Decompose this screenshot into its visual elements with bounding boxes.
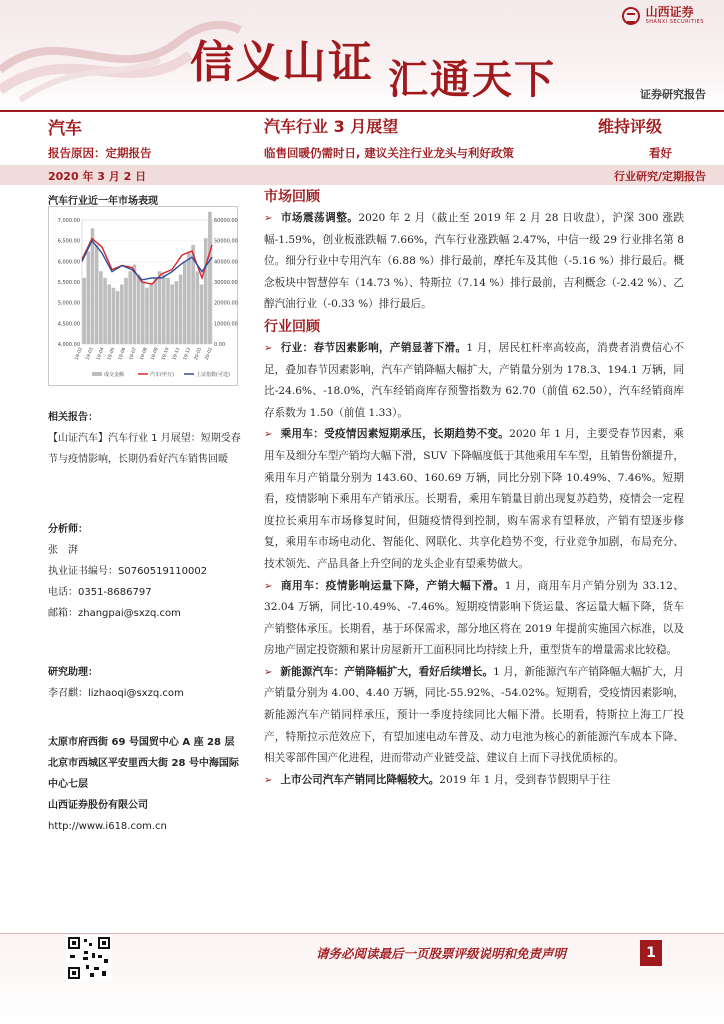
legend-label: 汽车(申万) [150, 372, 174, 378]
analyst-name: 张 湃 [48, 545, 78, 556]
page-number: 1 [640, 940, 662, 966]
paragraph-industry [264, 338, 684, 424]
market-chart [48, 206, 238, 386]
bullet-arrow-icon: ➢ [264, 666, 273, 678]
paragraph-market [264, 208, 684, 316]
assistant-contact[interactable]: 李召麒：lizhaoqi@sxzq.com [48, 688, 184, 699]
report-subtitle: 临售回暖仍需时日, 建议关注行业龙头与利好政策 [264, 146, 514, 160]
report-category: 行业研究/定期报告 [613, 170, 706, 183]
x-tick-label: 20-02 [204, 346, 214, 361]
subtitle-row [0, 145, 724, 165]
x-tick-label: 19-06 [118, 346, 128, 361]
y-right-tick-label: 10000.00 [214, 321, 238, 328]
volume-bar [86, 251, 90, 344]
x-tick-label: 19-02 [74, 346, 84, 361]
x-tick-label: 19-05 [107, 346, 117, 361]
analyst-cert: 执业证书编号：S0760519110002 [48, 566, 208, 577]
para-lead: 乘用车：受疫情因素短期承压，长期趋势不变。 [280, 428, 510, 441]
x-tick-label: 20-01 [193, 346, 204, 361]
slogan-part1: 信义山证 [190, 37, 374, 88]
brand-name: 山西证券 [645, 5, 694, 19]
x-tick-label: 19-04 [96, 346, 106, 361]
volume-bar [158, 271, 162, 344]
volume-bar [204, 238, 208, 344]
report-date: 2020 年 3 月 2 日 [48, 170, 147, 183]
volume-bar [196, 271, 200, 344]
paragraph-nev [264, 662, 684, 770]
analyst-head: 分析师： [48, 524, 88, 535]
volume-bar [133, 265, 137, 344]
volume-bar [187, 251, 191, 344]
volume-bar [112, 288, 116, 344]
volume-bar [103, 278, 107, 344]
para-lead: 行业：春节因素影响，产销显著下滑。 [280, 341, 467, 354]
para-lead: 市场震荡调整。 [280, 212, 359, 224]
y-left-tick-label: 5,000.00 [57, 300, 80, 307]
para-lead: 上市公司汽车产销同比降幅较大。 [280, 773, 440, 786]
title-row [0, 112, 724, 140]
address-taiyuan: 太原市府西街 69 号国贸中心 A 座 28 层 [48, 737, 235, 748]
market-chart-svg [48, 206, 238, 386]
volume-bar [166, 278, 170, 344]
para-text: 2020 年 2 月（截止至 2019 年 2 月 28 日收盘），沪深 300 涨跌幅-1.59%，创业板涨跌幅 7.66%，汽车行业涨跌幅 2.47%，中信一级 29 行业排名第 8 位。细分行业中专用汽车（6.88 %）排行最前，摩托车及其他（-5.16 %）排行最后。概念板块中智慧停车（14.73 %）、特斯拉（7.14 %）排行最前，吉利概念（-2.42 %）、乙醇汽油行业（-0.33 %）排行最后。 [264, 212, 685, 311]
report-title: 汽车行业 3 月展望 [264, 117, 399, 136]
x-tick-label: 19-08 [139, 346, 149, 361]
analyst-phone: 电话：0351-8686797 [48, 587, 152, 598]
paragraph-listed [264, 770, 684, 792]
slogan-part2: 汇通天下 [388, 56, 556, 103]
disclaimer-text: 请务必阅读最后一页股票评级说明和免责声明 [316, 946, 567, 961]
paragraph-commercial [264, 576, 684, 662]
assistant-block [48, 662, 248, 704]
para-lead: 新能源汽车：产销降幅扩大，看好后续增长。 [280, 665, 494, 678]
volume-bar [107, 284, 111, 344]
y-right-tick-label: 0.00 [214, 342, 226, 348]
volume-bar [149, 284, 153, 344]
y-right-tick-label: 20000.00 [214, 300, 238, 307]
brand-name-en: SHANXI SECURITIES [645, 19, 704, 25]
bullet-arrow-icon: ➢ [264, 429, 273, 441]
legend-label: 成交金额 [104, 372, 125, 378]
volume-bar [82, 278, 86, 344]
volume-bar [141, 281, 145, 344]
volume-bar [208, 212, 212, 344]
bullet-arrow-icon: ➢ [264, 774, 273, 786]
legend-label: 上证指数(可选) [196, 372, 230, 378]
bullet-arrow-icon: ➢ [264, 342, 273, 354]
volume-bar [183, 261, 187, 344]
section-market-review: 市场回顾 [264, 189, 320, 205]
para-text: 2020 年 1 月，主要受春节因素，乘用车及细分车型产销均大幅下滑，SUV 下降幅度低于其他乘用车车型，且销售份额提升，乘用车月产销量分别为 143.60、160.69 万辆，同比分别下降 10.49%、7.46%。短期看，疫情影响下乘用车产销承压。长期看，乘用车销量目前出现复苏趋势，疫情会一定程度拉长乘用车市场修复时间，但随疫情得到控制，购车需求有望释放，产销有望逐步修复，乘用车市场电动化、智能化、网联化、共享化趋势不变，行业竞争加剧，布局充分、技术领先、产品具备上升空间的龙头企业有望乘势做大。 [264, 428, 684, 570]
chart-title: 汽车行业近一年市场表现 [48, 196, 158, 207]
header-banner [0, 0, 724, 110]
volume-bar [145, 288, 149, 344]
volume-bar [200, 284, 204, 344]
volume-bar [170, 284, 174, 344]
para-text: 1 月，新能源汽车产销降幅大幅扩大，月产销量分别为 4.00、4.40 万辆，同比-55.92%、-54.02%。短期看，受疫情因素影响，新能源汽车产销同样承压，预计一季度持续同比大幅下滑。长期看，特斯拉上海工厂投产，特斯拉示范效应下，有望加速电动车普及、动力电池为核心的新能源汽车成本下降、相关零部件国产化进程，进而带动产业链受益、建议自上而下寻找优质标的。 [264, 665, 685, 765]
company-name: 山西证券股份有限公司 [48, 800, 148, 811]
legend-swatch [92, 372, 102, 376]
bullet-arrow-icon: ➢ [264, 213, 273, 224]
report-type: 证券研究报告 [640, 88, 706, 101]
para-text: 1 月，商用车月产销分别为 33.12、32.04 万辆，同比-10.49%、-7.46%。短期疫情影响下货运量、客运量大幅下降，货车产销整体承压。长期看，基于环保需求，部分地区将在 2019 年提前实施国六标准，以及房地产固定投资额和累计房屋新开工面积同比均持续上升，重型货车的增量需求比较稳。 [264, 579, 684, 657]
outlook-label: 看好 [649, 146, 672, 160]
y-left-tick-label: 4,500.00 [57, 321, 80, 328]
y-right-tick-label: 60000.00 [214, 218, 238, 224]
y-right-tick-label: 50000.00 [214, 238, 238, 245]
volume-bar [116, 291, 120, 344]
main-content [264, 186, 684, 791]
y-left-tick-label: 4,000.00 [57, 342, 80, 348]
volume-bar [128, 271, 132, 344]
y-left-tick-label: 6,000.00 [57, 259, 80, 266]
paragraph-passenger [264, 424, 684, 575]
bullet-arrow-icon: ➢ [264, 580, 273, 592]
related-head: 相关报告： [48, 412, 98, 423]
date-bar [0, 165, 724, 185]
address-beijing: 北京市西城区平安里西大街 28 号中海国际中心七层 [48, 758, 239, 790]
x-tick-label: 19-07 [128, 346, 139, 361]
x-tick-label: 19-09 [150, 346, 160, 361]
para-text: 2019 年 1 月，受到春节假期早于往 [439, 773, 611, 786]
y-left-tick-label: 5,500.00 [57, 280, 80, 286]
related-reports [48, 407, 248, 470]
volume-bar [175, 281, 179, 344]
company-logo-icon [622, 7, 640, 25]
volume-bar [162, 275, 166, 344]
volume-bar [137, 275, 141, 344]
brand-logo-block [622, 6, 704, 25]
para-text: 1 月，居民杠杆率高较高，消费者消费信心不足，叠加春节因素影响，汽车产销降幅大幅扩大，产销量分别为 178.3、194.1 万辆，同比-24.6%、-18.0%，汽车经销商库存预警指数为 62.70（前值 62.50），汽车经销商库存系数为 1.50（前值 1.33）。 [264, 341, 685, 419]
analyst-email[interactable]: 邮箱：zhangpai@sxzq.com [48, 608, 181, 619]
x-tick-label: 19-12 [183, 346, 193, 361]
volume-bar [120, 284, 124, 344]
y-right-tick-label: 30000.00 [214, 280, 238, 286]
x-tick-label: 19-10 [161, 346, 171, 361]
y-left-tick-label: 7,000.00 [57, 218, 80, 224]
y-left-tick-label: 6,500.00 [57, 238, 80, 245]
y-right-tick-label: 40000.00 [214, 259, 238, 266]
x-tick-label: 19-03 [85, 346, 95, 361]
volume-bar [91, 228, 95, 344]
assistant-head: 研究助理： [48, 667, 98, 678]
analyst-block [48, 519, 248, 624]
qr-code-icon [66, 935, 112, 981]
section-industry-review: 行业回顾 [264, 318, 320, 335]
volume-bar [95, 245, 99, 344]
related-report-link[interactable]: 【山证汽车】汽车行业 1 月展望：短期受春节与疫情影响，长期仍看好汽车销售回暖 [48, 433, 241, 465]
x-tick-label: 19-11 [172, 346, 182, 361]
volume-bar [179, 275, 183, 344]
volume-bar [154, 278, 158, 344]
volume-bar [99, 271, 103, 344]
report-reason: 报告原因：定期报告 [48, 146, 152, 160]
sector-label: 汽车 [48, 119, 82, 139]
volume-bar [124, 278, 128, 344]
company-website[interactable]: http://www.i618.com.cn [48, 821, 167, 832]
para-lead: 商用车：疫情影响运量下降，产销大幅下滑。 [280, 579, 505, 592]
rating-label: 维持评级 [598, 117, 663, 136]
address-block [48, 732, 248, 837]
